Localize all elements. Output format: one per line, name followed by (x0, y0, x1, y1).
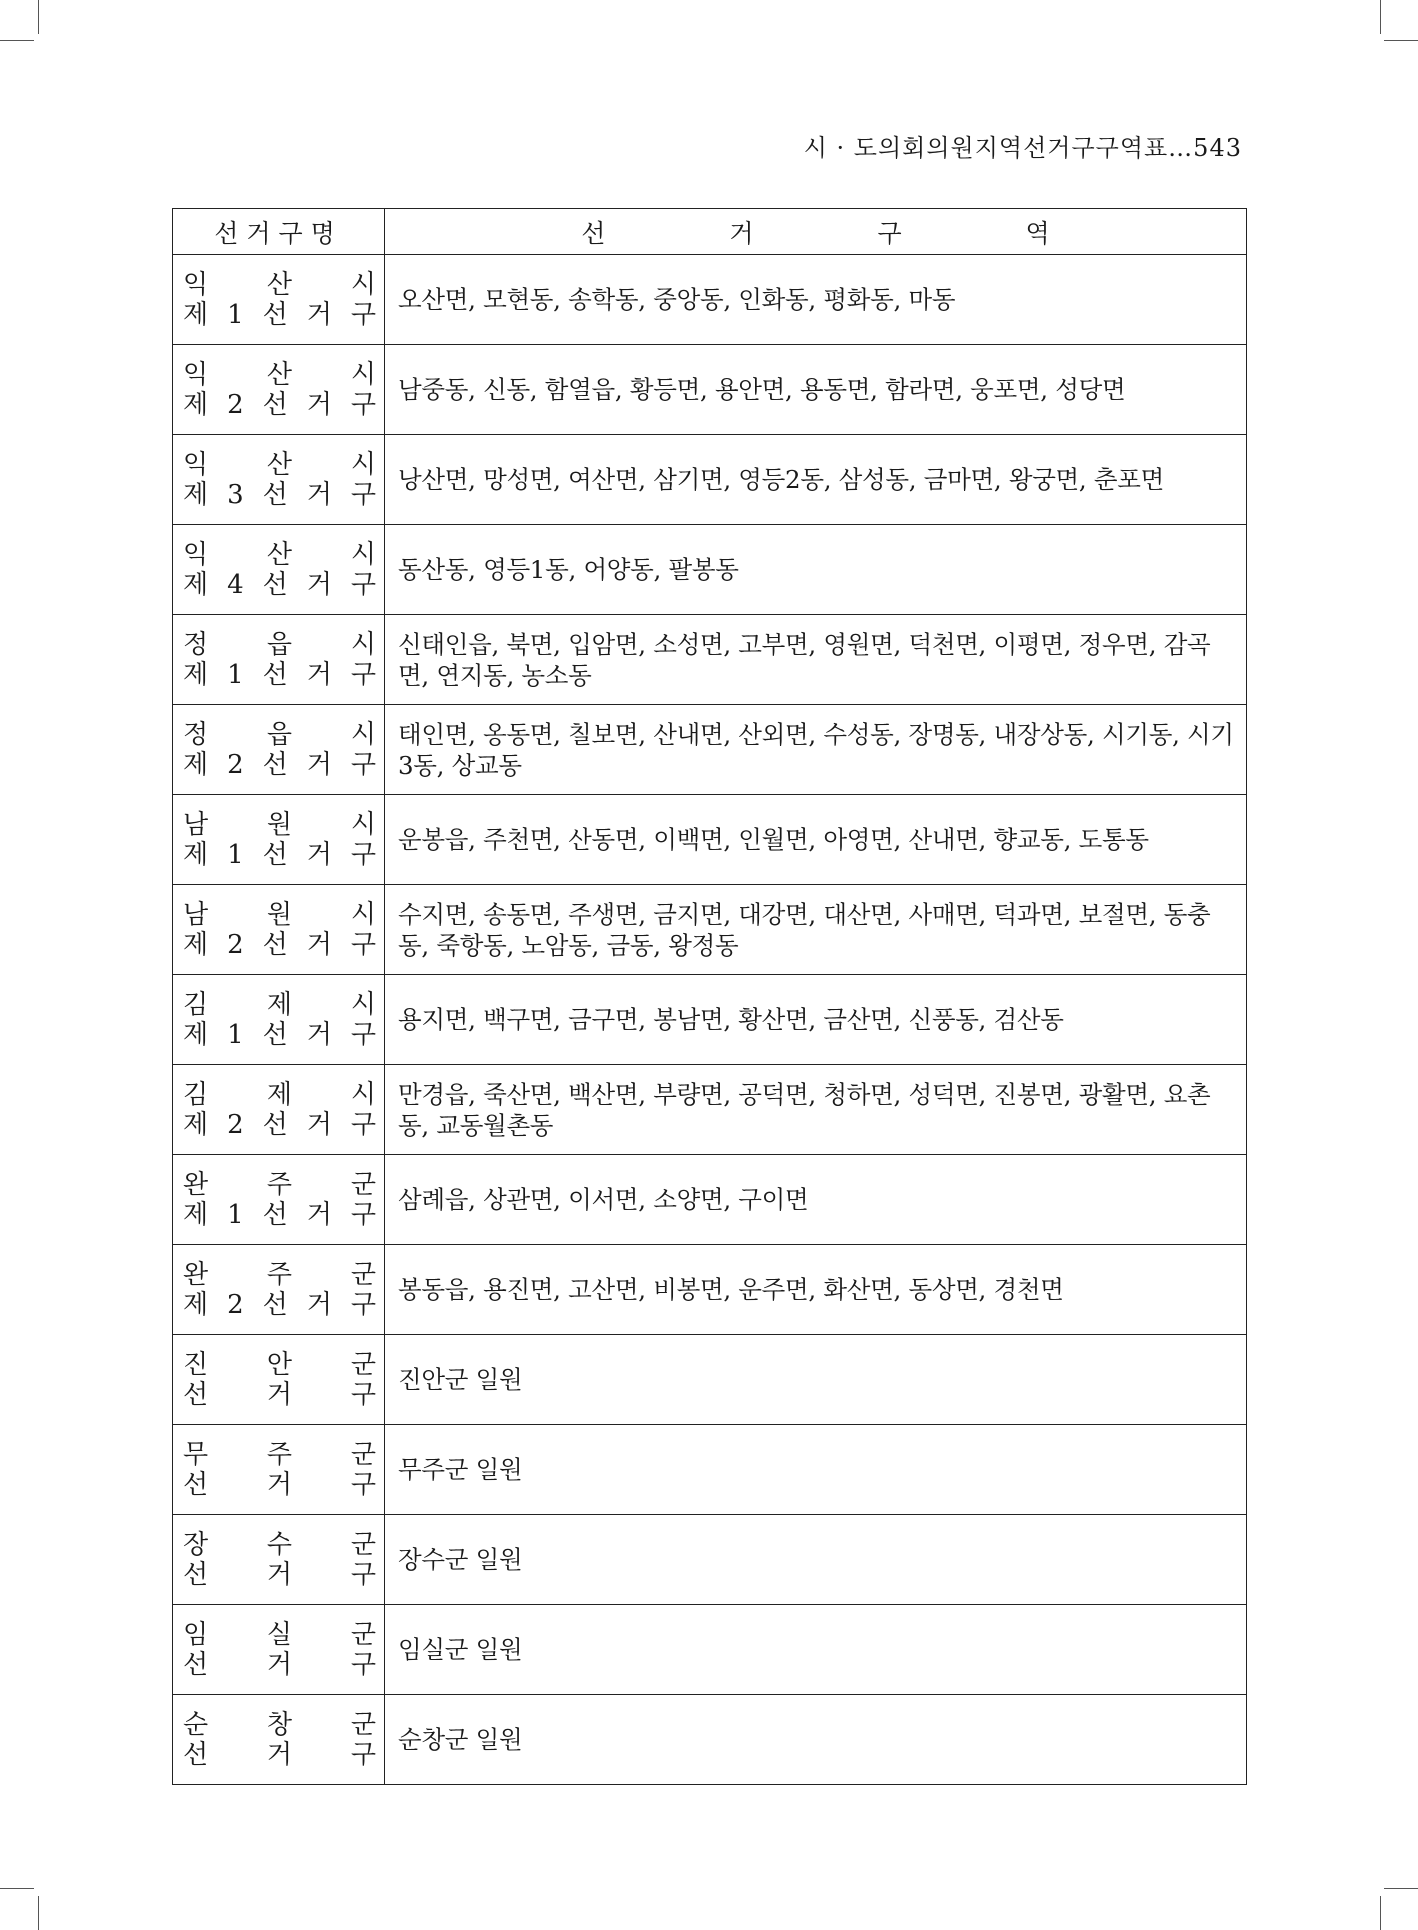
district-name-cell (173, 1245, 385, 1335)
district-name-line2: 제 1 선 거 구 (183, 1199, 376, 1230)
district-name-cell (173, 435, 385, 525)
crop-mark (0, 1888, 34, 1889)
district-name-line2: 선 거 구 (183, 1469, 376, 1500)
table-body (173, 255, 1247, 1785)
district-name-cell (173, 705, 385, 795)
district-name-line2: 제 2 선 거 구 (183, 1109, 376, 1140)
crop-mark (1384, 1888, 1418, 1889)
district-name-cell (173, 345, 385, 435)
header-district-area: 선 거 구 역 (385, 209, 1247, 255)
district-name-cell (173, 1695, 385, 1785)
district-name-line2: 제 1 선 거 구 (183, 659, 376, 690)
running-head: 시 · 도의회의원지역선거구구역표…543 (803, 134, 1242, 162)
table-row (173, 975, 1247, 1065)
district-name-cell (173, 525, 385, 615)
table-row (173, 1335, 1247, 1425)
district-name-cell (173, 795, 385, 885)
district-area-cell: 오산면, 모현동, 송학동, 중앙동, 인화동, 평화동, 마동 (385, 255, 1247, 345)
table-row (173, 1425, 1247, 1515)
district-name-line1: 순 창 군 (183, 1709, 376, 1740)
district-name-line2: 제 2 선 거 구 (183, 749, 376, 780)
district-name-cell (173, 1065, 385, 1155)
district-name-line2: 제 1 선 거 구 (183, 839, 376, 870)
district-name-line1: 정 읍 시 (183, 719, 376, 750)
table-row (173, 255, 1247, 345)
header-district-name: 선거구명 (173, 209, 385, 255)
district-name-line2: 제 4 선 거 구 (183, 569, 376, 600)
table-row (173, 1245, 1247, 1335)
district-area-cell: 진안군 일원 (385, 1335, 1247, 1425)
district-name-line2: 선 거 구 (183, 1649, 376, 1680)
district-area-cell: 삼례읍, 상관면, 이서면, 소양면, 구이면 (385, 1155, 1247, 1245)
district-area-cell: 임실군 일원 (385, 1605, 1247, 1695)
table-row (173, 705, 1247, 795)
table-row (173, 1695, 1247, 1785)
district-area-cell: 신태인읍, 북면, 입암면, 소성면, 고부면, 영원면, 덕천면, 이평면, 정우면, 감곡면, 연지동, 농소동 (385, 615, 1247, 705)
district-area-cell: 낭산면, 망성면, 여산면, 삼기면, 영등2동, 삼성동, 금마면, 왕궁면, 춘포면 (385, 435, 1247, 525)
district-name-cell (173, 1425, 385, 1515)
district-name-line1: 임 실 군 (183, 1619, 376, 1650)
district-name-line2: 제 1 선 거 구 (183, 1019, 376, 1050)
crop-mark (38, 0, 39, 34)
district-name-line2: 선 거 구 (183, 1559, 376, 1590)
district-area-cell: 용지면, 백구면, 금구면, 봉남면, 황산면, 금산면, 신풍동, 검산동 (385, 975, 1247, 1065)
crop-mark (0, 40, 34, 41)
district-name-line1: 무 주 군 (183, 1439, 376, 1470)
district-area-cell: 운봉읍, 주천면, 산동면, 이백면, 인월면, 아영면, 산내면, 향교동, 도통동 (385, 795, 1247, 885)
district-area-cell: 봉동읍, 용진면, 고산면, 비봉면, 운주면, 화산면, 동상면, 경천면 (385, 1245, 1247, 1335)
table-row (173, 615, 1247, 705)
district-area-cell: 무주군 일원 (385, 1425, 1247, 1515)
district-name-line1: 남 원 시 (183, 899, 376, 930)
district-name-line1: 익 산 시 (183, 449, 376, 480)
district-name-cell (173, 1605, 385, 1695)
district-name-line2: 선 거 구 (183, 1379, 376, 1410)
district-name-line2: 제 3 선 거 구 (183, 479, 376, 510)
table-header-row (173, 209, 1247, 255)
district-name-line1: 김 제 시 (183, 1079, 376, 1110)
district-name-line1: 완 주 군 (183, 1169, 376, 1200)
district-name-line2: 제 2 선 거 구 (183, 389, 376, 420)
district-table (172, 208, 1247, 1785)
district-name-line2: 제 1 선 거 구 (183, 299, 376, 330)
table-row (173, 1605, 1247, 1695)
crop-mark (1384, 40, 1418, 41)
district-name-line1: 완 주 군 (183, 1259, 376, 1290)
district-area-cell: 남중동, 신동, 함열읍, 황등면, 용안면, 용동면, 함라면, 웅포면, 성당면 (385, 345, 1247, 435)
table-row (173, 885, 1247, 975)
district-name-line2: 선 거 구 (183, 1739, 376, 1770)
district-name-line1: 장 수 군 (183, 1529, 376, 1560)
table-row (173, 345, 1247, 435)
crop-mark (1380, 1896, 1381, 1930)
district-name-line1: 익 산 시 (183, 269, 376, 300)
table-row (173, 795, 1247, 885)
district-name-line1: 익 산 시 (183, 359, 376, 390)
district-area-cell: 수지면, 송동면, 주생면, 금지면, 대강면, 대산면, 사매면, 덕과면, 보절면, 동충동, 죽항동, 노암동, 금동, 왕정동 (385, 885, 1247, 975)
district-area-cell: 만경읍, 죽산면, 백산면, 부량면, 공덕면, 청하면, 성덕면, 진봉면, 광활면, 요촌동, 교동월촌동 (385, 1065, 1247, 1155)
district-name-line1: 김 제 시 (183, 989, 376, 1020)
district-name-cell (173, 1155, 385, 1245)
district-name-line1: 정 읍 시 (183, 629, 376, 660)
district-area-cell: 동산동, 영등1동, 어양동, 팔봉동 (385, 525, 1247, 615)
table-row (173, 435, 1247, 525)
district-name-line2: 제 2 선 거 구 (183, 929, 376, 960)
district-name-cell (173, 1335, 385, 1425)
table-row (173, 525, 1247, 615)
district-name-cell (173, 1515, 385, 1605)
district-name-line1: 익 산 시 (183, 539, 376, 570)
district-area-cell: 순창군 일원 (385, 1695, 1247, 1785)
district-name-line2: 제 2 선 거 구 (183, 1289, 376, 1320)
district-name-line1: 진 안 군 (183, 1349, 376, 1380)
crop-mark (38, 1896, 39, 1930)
district-area-cell: 태인면, 옹동면, 칠보면, 산내면, 산외면, 수성동, 장명동, 내장상동, 시기동, 시기3동, 상교동 (385, 705, 1247, 795)
district-name-cell (173, 255, 385, 345)
table-row (173, 1155, 1247, 1245)
table-row (173, 1065, 1247, 1155)
district-area-cell: 장수군 일원 (385, 1515, 1247, 1605)
table-row (173, 1515, 1247, 1605)
district-name-cell (173, 975, 385, 1065)
district-name-cell (173, 615, 385, 705)
district-name-line1: 남 원 시 (183, 809, 376, 840)
district-name-cell (173, 885, 385, 975)
crop-mark (1380, 0, 1381, 34)
